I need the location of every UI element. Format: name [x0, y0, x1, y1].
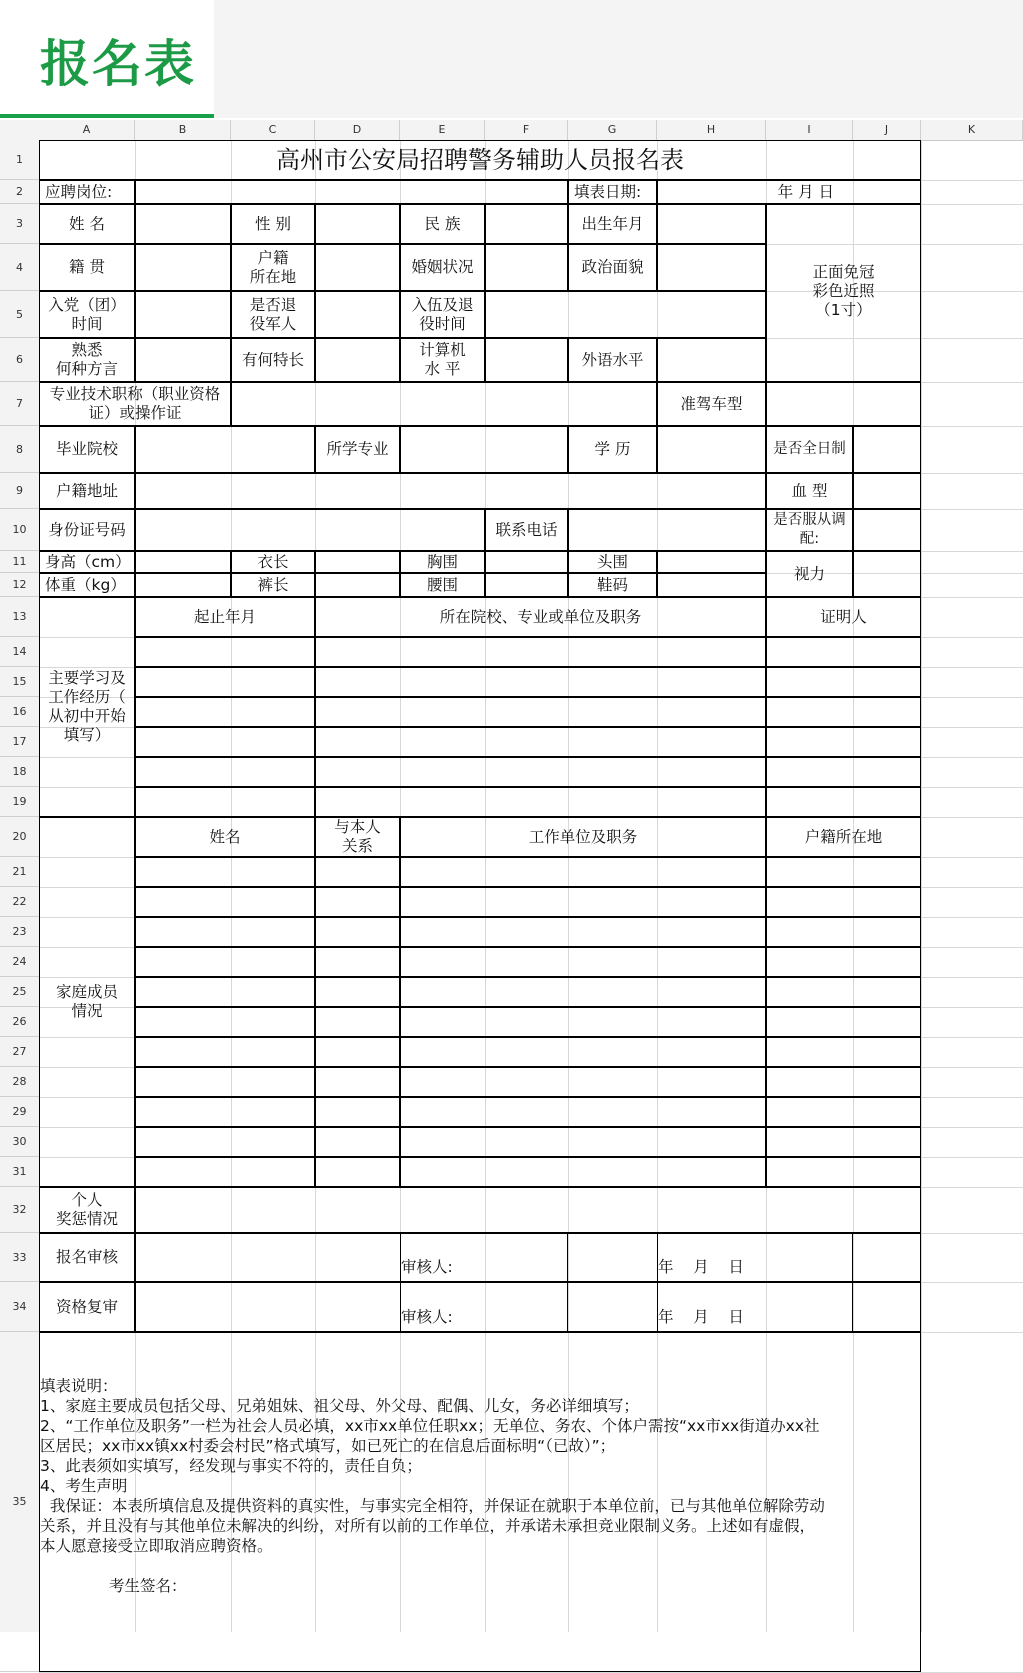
row-header-18[interactable]: 18 [0, 757, 39, 787]
input-cell[interactable] [766, 887, 921, 917]
row-header-27[interactable]: 27 [0, 1037, 39, 1067]
input-cell[interactable] [315, 1037, 400, 1067]
row-header-33[interactable]: 33 [0, 1233, 39, 1282]
label-shoe: 鞋码 [568, 573, 657, 597]
column-header-g[interactable]: G [568, 120, 657, 140]
review-date: 年 月 日 [657, 1233, 853, 1282]
input-cell[interactable] [400, 977, 766, 1007]
input-cell[interactable] [766, 667, 921, 697]
input-cell[interactable] [766, 1007, 921, 1037]
input-cell[interactable] [315, 1097, 400, 1127]
label-political: 政治面貌 [568, 244, 657, 291]
column-header-d[interactable]: D [315, 120, 400, 140]
column-header-b[interactable]: B [135, 120, 231, 140]
input-cell[interactable] [135, 573, 231, 597]
row-header-21[interactable]: 21 [0, 857, 39, 887]
input-cell[interactable] [135, 338, 231, 382]
column-header-e[interactable]: E [400, 120, 485, 140]
input-cell[interactable] [853, 551, 921, 597]
input-cell[interactable] [485, 551, 568, 573]
label-fam_hukou: 户籍所在地 [766, 817, 921, 857]
input-cell[interactable] [135, 757, 315, 787]
input-cell[interactable] [315, 637, 766, 667]
label-blood: 血 型 [766, 473, 853, 509]
input-cell[interactable] [135, 244, 231, 291]
form-title: 高州市公安局招聘警务辅助人员报名表 [39, 140, 921, 180]
input-cell[interactable] [766, 1037, 921, 1067]
input-cell[interactable] [766, 1097, 921, 1127]
input-cell[interactable] [766, 917, 921, 947]
input-cell[interactable] [135, 1127, 315, 1157]
row-header-34[interactable]: 34 [0, 1282, 39, 1332]
input-cell[interactable] [400, 857, 766, 887]
input-cell[interactable] [315, 244, 400, 291]
label-coat: 衣长 [231, 551, 315, 573]
photo-box: 正面免冠 彩色近照 （1寸） [766, 204, 921, 382]
input-cell[interactable] [315, 947, 400, 977]
label-fam_relation: 与本人 关系 [315, 817, 400, 857]
input-cell[interactable] [315, 787, 766, 817]
row-header-2[interactable]: 2 [0, 180, 39, 204]
input-cell[interactable] [400, 1007, 766, 1037]
input-cell[interactable] [400, 1157, 766, 1187]
input-cell[interactable] [766, 727, 921, 757]
row-header-31[interactable]: 31 [0, 1157, 39, 1187]
row-header-24[interactable]: 24 [0, 947, 39, 977]
input-cell[interactable] [657, 338, 766, 382]
input-cell[interactable] [766, 787, 921, 817]
input-cell[interactable] [657, 244, 766, 291]
form-notes: 填表说明： 1、家庭主要成员包括父母、兄弟姐妹、祖父母、外父母、配偶、儿女，务必详细填写； 2、“工作单位及职务”一栏为社会人员必填，xx市xx单位任职xx；无单位、务农、个体户需按“xx市xx街道办xx社 区居民；xx市xx镇xx村委会村民”格式填写，如已死亡的在信息后面标明“（已故）”； 3、此表须如实填写，经发现与事实不符的，责任自负； 4、考生声明 我保证：本表所填信息及提供资料的真实性，与事实完全相符，并保证在就职于本单位前，已与其他单位解除劳动 关系，并且没有与其他单位未解决的纠纷，对所有以前的工作单位，并承诺未承担竞业限制义务。上述如有虚假， 本人愿意接受立即取消应聘资格。 考生签名： [40, 1377, 825, 1595]
input-cell[interactable] [568, 509, 766, 551]
input-cell[interactable] [400, 1037, 766, 1067]
position-input[interactable] [135, 180, 568, 204]
row-header-19[interactable]: 19 [0, 787, 39, 817]
input-cell[interactable] [853, 509, 921, 551]
label-fam_work: 工作单位及职务 [400, 817, 766, 857]
row-header-35[interactable]: 35 [0, 1332, 39, 1672]
label-experience_label: 主要学习及 工作经历（ 从初中开始 填写） [39, 597, 135, 817]
input-cell[interactable] [315, 573, 400, 597]
column-header-h[interactable]: H [657, 120, 766, 140]
input-cell[interactable] [135, 727, 315, 757]
input-cell[interactable] [135, 917, 315, 947]
input-cell[interactable] [485, 573, 568, 597]
row-header-10[interactable]: 10 [0, 509, 39, 551]
input-cell[interactable] [766, 857, 921, 887]
label-enlist_time: 入伍及退 役时间 [400, 291, 485, 338]
input-cell[interactable] [135, 977, 315, 1007]
row-header-22[interactable]: 22 [0, 887, 39, 917]
input-cell[interactable] [766, 382, 921, 426]
column-header-k[interactable]: K [921, 120, 1023, 140]
input-cell[interactable] [135, 291, 231, 338]
row-header-14[interactable]: 14 [0, 637, 39, 667]
gridline [921, 140, 922, 1632]
input-cell[interactable] [135, 1067, 315, 1097]
label-rewards: 个人 奖惩情况 [39, 1187, 135, 1233]
input-cell[interactable] [135, 426, 315, 473]
input-cell[interactable] [135, 697, 315, 727]
row-header-20[interactable]: 20 [0, 817, 39, 857]
column-header-c[interactable]: C [231, 120, 315, 140]
label-foreign_lang: 外语水平 [568, 338, 657, 382]
label-computer: 计算机 水 平 [400, 338, 485, 382]
label-prof_title: 专业技术职称（职业资格 证）或操作证 [39, 382, 231, 426]
input-cell[interactable] [315, 917, 400, 947]
input-cell[interactable] [766, 1157, 921, 1187]
label-birth: 出生年月 [568, 204, 657, 244]
row-header-1[interactable]: 1 [0, 140, 39, 180]
column-header-a[interactable]: A [39, 120, 135, 140]
input-cell[interactable] [135, 857, 315, 887]
row-header-4[interactable]: 4 [0, 244, 39, 291]
input-cell[interactable] [135, 551, 231, 573]
input-cell[interactable] [315, 1067, 400, 1097]
label-hukou_addr: 户籍地址 [39, 473, 135, 509]
row-header-29[interactable]: 29 [0, 1097, 39, 1127]
input-cell[interactable] [135, 473, 766, 509]
row-header-28[interactable]: 28 [0, 1067, 39, 1097]
input-cell[interactable] [315, 887, 400, 917]
input-cell[interactable] [400, 426, 568, 473]
input-cell[interactable] [135, 1187, 921, 1233]
label-license: 准驾车型 [657, 382, 766, 426]
label-head: 头围 [568, 551, 657, 573]
row-header-16[interactable]: 16 [0, 697, 39, 727]
label-weight: 体重（kg） [39, 573, 135, 597]
input-cell[interactable] [315, 977, 400, 1007]
reviewer-label: 审核人: [400, 1233, 568, 1282]
label-family_label: 家庭成员 情况 [39, 817, 135, 1187]
input-cell[interactable] [766, 637, 921, 667]
input-cell[interactable] [853, 473, 921, 509]
input-cell[interactable] [400, 1127, 766, 1157]
column-header-f[interactable]: F [485, 120, 568, 140]
input-cell[interactable] [135, 787, 315, 817]
row-header-11[interactable]: 11 [0, 551, 39, 573]
input-cell[interactable] [400, 917, 766, 947]
input-cell[interactable] [135, 204, 231, 244]
input-cell[interactable] [400, 947, 766, 977]
input-cell[interactable] [766, 1067, 921, 1097]
input-cell[interactable] [657, 551, 766, 573]
input-cell[interactable] [315, 667, 766, 697]
row-header-25[interactable]: 25 [0, 977, 39, 1007]
row-header-32[interactable]: 32 [0, 1187, 39, 1233]
input-cell[interactable] [135, 509, 485, 551]
label-exp_school: 所在院校、专业或单位及职务 [315, 597, 766, 637]
reviewer-label: 审核人: [400, 1282, 568, 1332]
row-header-23[interactable]: 23 [0, 917, 39, 947]
label-obey: 是否服从调 配: [766, 509, 853, 551]
input-cell[interactable] [657, 573, 766, 597]
input-cell[interactable] [315, 204, 400, 244]
input-cell[interactable] [485, 204, 568, 244]
input-cell[interactable] [315, 338, 400, 382]
input-cell[interactable] [135, 1007, 315, 1037]
input-cell[interactable] [315, 1157, 400, 1187]
input-cell[interactable] [135, 887, 315, 917]
label-major: 所学专业 [315, 426, 400, 473]
column-header-j[interactable]: J [853, 120, 921, 140]
row-header-7[interactable]: 7 [0, 382, 39, 426]
input-cell[interactable] [315, 857, 400, 887]
date-label: 填表日期: [568, 180, 657, 204]
label-dialect: 熟悉 何种方言 [39, 338, 135, 382]
label-exp_witness: 证明人 [766, 597, 921, 637]
input-cell[interactable] [135, 1097, 315, 1127]
input-cell[interactable] [400, 1097, 766, 1127]
label-vision: 视力 [766, 551, 853, 597]
label-chest: 胸围 [400, 551, 485, 573]
label-marital: 婚姻状况 [400, 244, 485, 291]
row-header-3[interactable]: 3 [0, 204, 39, 244]
input-cell[interactable] [766, 947, 921, 977]
input-cell[interactable] [485, 338, 568, 382]
input-cell[interactable] [135, 947, 315, 977]
label-id_number: 身份证号码 [39, 509, 135, 551]
position-label: 应聘岗位: [39, 180, 135, 204]
label-school: 毕业院校 [39, 426, 135, 473]
row-header-12[interactable]: 12 [0, 573, 39, 597]
label-veteran: 是否退 役军人 [231, 291, 315, 338]
input-cell[interactable] [315, 697, 766, 727]
label-education: 学 历 [568, 426, 657, 473]
input-cell[interactable] [766, 977, 921, 1007]
input-cell[interactable] [766, 1127, 921, 1157]
input-cell[interactable] [766, 697, 921, 727]
input-cell[interactable] [485, 244, 568, 291]
label-phone: 联系电话 [485, 509, 568, 551]
input-cell[interactable] [315, 757, 766, 787]
sheet-tab-title: 报名表 [40, 35, 196, 93]
row-header-9[interactable]: 9 [0, 473, 39, 509]
label-party_time: 入党（团） 时间 [39, 291, 135, 338]
date-value: 年 月 日 [657, 180, 921, 204]
input-cell[interactable] [135, 637, 315, 667]
label-specialty: 有何特长 [231, 338, 315, 382]
input-cell[interactable] [315, 291, 400, 338]
label-height: 身高（cm） [39, 551, 135, 573]
label-gender: 性 别 [231, 204, 315, 244]
row-header-6[interactable]: 6 [0, 338, 39, 382]
input-cell[interactable] [400, 1067, 766, 1097]
column-header-i[interactable]: I [766, 120, 853, 140]
input-cell[interactable] [135, 1157, 315, 1187]
input-cell[interactable] [231, 382, 657, 426]
input-cell[interactable] [315, 1127, 400, 1157]
row-header-17[interactable]: 17 [0, 727, 39, 757]
label-exp_period: 起止年月 [135, 597, 315, 637]
input-cell[interactable] [853, 426, 921, 473]
row-header-30[interactable]: 30 [0, 1127, 39, 1157]
input-cell[interactable] [315, 551, 400, 573]
input-cell[interactable] [400, 887, 766, 917]
input-cell[interactable] [315, 1007, 400, 1037]
label-review: 报名审核 [39, 1233, 135, 1282]
row-header-26[interactable]: 26 [0, 1007, 39, 1037]
row-header-15[interactable]: 15 [0, 667, 39, 697]
label-fulltime: 是否全日制 [766, 426, 853, 473]
row-header-8[interactable]: 8 [0, 426, 39, 473]
input-cell[interactable] [766, 757, 921, 787]
input-cell[interactable] [135, 1037, 315, 1067]
input-cell[interactable] [657, 426, 766, 473]
label-trousers: 裤长 [231, 573, 315, 597]
row-header-13[interactable]: 13 [0, 597, 39, 637]
input-cell[interactable] [135, 667, 315, 697]
label-ethnicity: 民 族 [400, 204, 485, 244]
label-hukou_place: 户籍 所在地 [231, 244, 315, 291]
label-native_place: 籍 贯 [39, 244, 135, 291]
input-cell[interactable] [657, 204, 766, 244]
review-date: 年 月 日 [657, 1282, 853, 1332]
label-fam_name: 姓名 [135, 817, 315, 857]
row-header-5[interactable]: 5 [0, 291, 39, 338]
label-waist: 腰围 [400, 573, 485, 597]
label-name: 姓 名 [39, 204, 135, 244]
input-cell[interactable] [485, 291, 766, 338]
label-recheck: 资格复审 [39, 1282, 135, 1332]
input-cell[interactable] [315, 727, 766, 757]
